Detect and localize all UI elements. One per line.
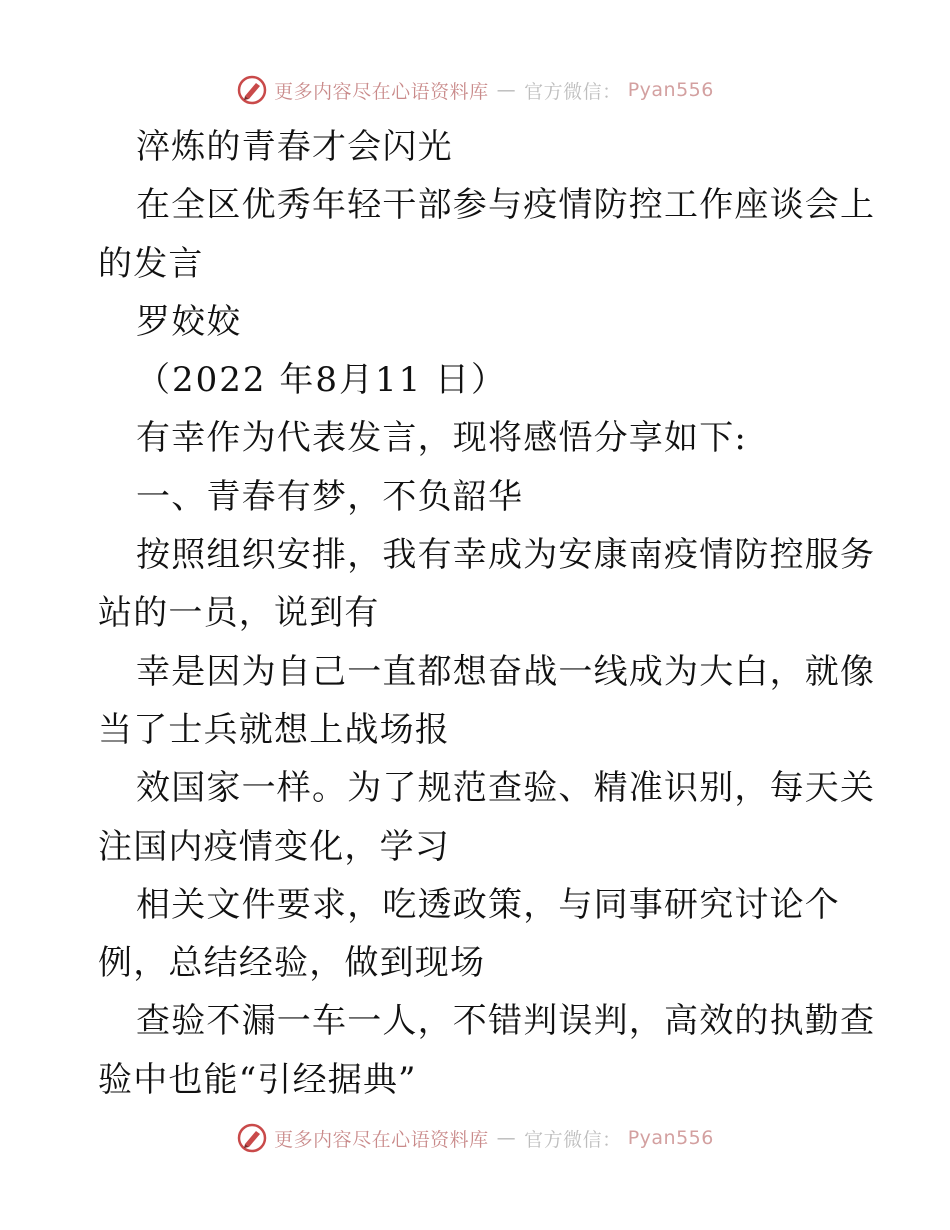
paragraph-line: 效国家一样。为了规范查验、精准识别，每天关 (136, 768, 876, 809)
paragraph-line: 注国内疫情变化，学习 (98, 826, 450, 867)
document-subtitle-line1: 在全区优秀年轻干部参与疫情防控工作座谈会上 (136, 185, 876, 226)
document-body (98, 118, 876, 1109)
watermark-wechat-id: Pyan556 (627, 79, 714, 101)
document-date: （2022 年8月11 日） (136, 360, 508, 401)
watermark-wechat-label: 官方微信： (524, 80, 622, 103)
paragraph-line: 相关文件要求，吃透政策，与同事研究讨论个 (136, 884, 840, 925)
document-author: 罗姣姣 (136, 301, 242, 342)
paragraph-line: 幸是因为自己一直都想奋战一线成为大白，就像 (136, 651, 876, 692)
paragraph-line: 查验不漏一车一人，不错判误判，高效的执勤查 (136, 1001, 876, 1042)
pen-logo-icon (236, 1122, 268, 1154)
document-subtitle-line2: 的发言 (98, 243, 204, 284)
pen-logo-icon (236, 74, 268, 106)
paragraph-line: 有幸作为代表发言，现将感悟分享如下: (136, 418, 748, 459)
watermark-wechat-id: Pyan556 (627, 1127, 714, 1149)
watermark-site-text: 更多内容尽在心语资料库 (274, 1128, 489, 1151)
section-heading: 一、青春有梦，不负韶华 (136, 476, 524, 517)
footer-watermark (0, 1122, 950, 1154)
watermark-separator: — (496, 79, 517, 101)
document-title: 淬炼的青春才会闪光 (136, 127, 453, 167)
watermark-separator: — (496, 1127, 517, 1149)
header-watermark (0, 74, 950, 106)
watermark-site-text: 更多内容尽在心语资料库 (274, 80, 489, 103)
watermark-wechat-label: 官方微信： (524, 1128, 622, 1151)
paragraph-line: 按照组织安排，我有幸成为安康南疫情防控服务 (136, 535, 876, 576)
paragraph-line: 验中也能“引经据典” (98, 1059, 417, 1100)
paragraph-line: 例，总结经验，做到现场 (98, 943, 486, 984)
paragraph-line: 站的一员，说到有 (98, 593, 380, 634)
paragraph-line: 当了士兵就想上战场报 (98, 709, 450, 750)
